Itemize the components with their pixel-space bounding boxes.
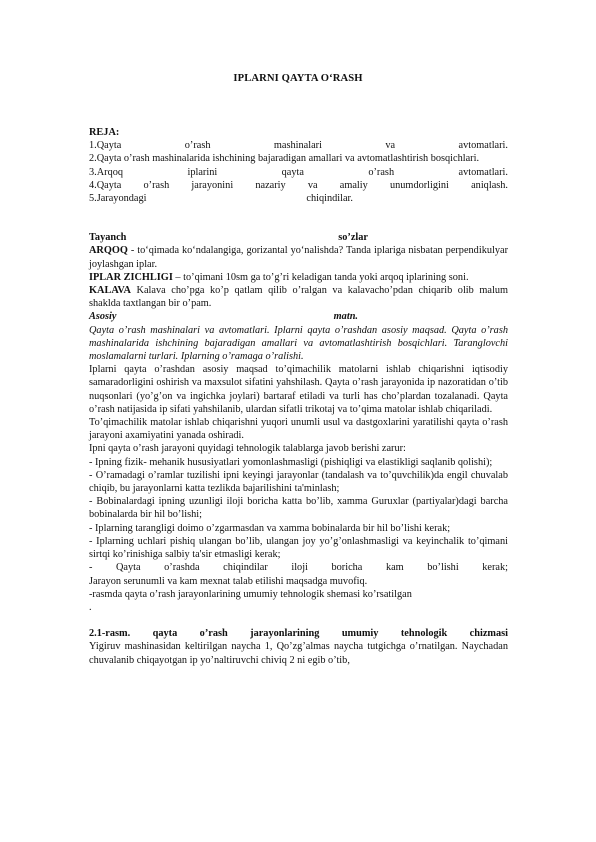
- requirement-item: - Qayta o’rashda chiqindilar iloji boricha kam bo’lishi kerak;: [89, 562, 508, 574]
- term-definition: - to‘qimada ko‘ndalangiga, gorizantal yo‘nalishda? Tanda iplariga nisbatan perpendikulyar joylashgan iplar.: [89, 245, 508, 270]
- plan-item: 5.Jarayondagi chiqindilar.: [89, 193, 353, 205]
- key-words-label-right: so’zlar: [338, 232, 368, 244]
- plan-item: 4.Qayta o’rash jarayonini nazariy va amaliy unumdorligini aniqlash.: [89, 179, 508, 191]
- body-paragraph: To’qimachilik matolar ishlab chiqarishni yuqori unumli usul va dastgoxlarini yaratilishi qayta o’rash jarayoni axamiyatini yanada oshiradi.: [89, 417, 508, 442]
- spacer: [89, 614, 508, 627]
- main-text-label-left: Asosiy: [89, 311, 117, 323]
- requirement-item: - Iplarning uchlari pishiq ulangan bo’lib, ulangan joy yo’g’onlashmasligi va keyinchalik to’qimani sirtqi ko’rinishiga salbiy ta'sir etmasligi kerak;: [89, 535, 508, 561]
- term-entry: [89, 284, 508, 310]
- requirement-item: - Iplarning tarangligi doimo o’zgarmasdan va xamma bobinalarda bir hil bo’lishi kerak;: [89, 522, 451, 534]
- plan-heading: REJA:: [89, 127, 120, 138]
- term-name: IPLAR ZICHLIGI: [89, 271, 173, 283]
- key-words-heading: [89, 231, 508, 244]
- main-text-heading: [89, 310, 508, 323]
- document-title: IPLARNI QAYTA O‘RASH: [233, 73, 363, 84]
- term-entry: [89, 271, 508, 284]
- body-paragraph: Iplarni qayta o’rashdan asosiy maqsad to’qimachilik matolarni ishlab chiqarishni iqtisodiy samaradorligini oshirish va maxsulot sifatini yahshilash. Qayta o’rash jarayonida ip nazoratidan o’tib nuqsonlari (yo’g’on va ingichka joylari) bartaraf etiladi va turli has cho’plardan tozalanadi. Qayta o’rash natijasida ip sifati yahshilanib, ulardan sifatli trikotaj va to’qima matolar ishlab chiqariladi.: [89, 364, 508, 415]
- intro-paragraph: Qayta o’rash mashinalari va avtomatlari. Iplarni qayta o’rashdan asosiy maqsad. Qayta o’rash mashinalarida ishchining bajaradigan amallari va avtomatlashtirish bosqichlari. Taranglovchi moslamalarni turlari. Iplarning o’ramaga o’ralishi.: [89, 324, 508, 363]
- plan-item: 1.Qayta o’rash mashinalari va avtomatlari.: [89, 140, 508, 152]
- plan-item: 3.Arqoq iplarini qayta o’rash avtomatlari.: [89, 166, 508, 178]
- body-paragraph: Jarayon serunumli va kam mexnat talab etilishi maqsadga muvofiq.: [89, 575, 368, 587]
- term-definition: Kalava cho’pga ko’p qatlam qilib o’ralgan va kalavacho’pdan chiqarib olib malum shaklda taxtlangan bir o’pam.: [89, 285, 508, 310]
- body-paragraph: Ipni qayta o’rash jarayoni quyidagi tehnologik talablarga javob berishi zarur:: [89, 443, 406, 455]
- body-paragraph: .: [89, 601, 92, 613]
- body-paragraph: -rasmda qayta o’rash jarayonlarining umumiy tehnologik shemasi ko’rsatilgan: [89, 588, 412, 600]
- plan-item: 2.Qayta o’rash mashinalarida ishchining bajaradigan amallari va avtomatlashtirish bosqichlari.: [89, 153, 480, 165]
- requirement-item: - Bobinalardagi ipning uzunligi iloji boricha katta bo’lib, xamma Guruxlar (partiyalar)dagi barcha bobinalarda bir hil bo’lishi;: [89, 496, 508, 521]
- main-text-label-right: matn.: [333, 311, 358, 323]
- document-body: [89, 126, 508, 667]
- figure-caption: 2.1-rasm. qayta o’rash jarayonlarining umumiy tehnologik chizmasi: [89, 628, 508, 640]
- term-name: KALAVA: [89, 285, 131, 297]
- term-definition: – to’qimani 10sm ga to’g’ri keladigan tanda yoki arqoq iplarining soni.: [172, 271, 469, 283]
- spacer: [89, 205, 508, 231]
- key-words-label-left: Tayanch: [89, 232, 127, 244]
- term-name: ARQOQ: [89, 245, 128, 257]
- requirement-item: - Ipning fizik- mehanik hususiyatlari yomonlashmasligi (pishiqligi va elastikligi saqlanib qolishi);: [89, 456, 493, 468]
- requirement-item: - O’ramadagi o’ramlar tuzilishi ipni keyingi jarayonlar (tandalash va to’quvchilik)da engil chuvalab chiqib, bu jarayonlarni katta tezlikda bajarilishini ta'minlash;: [89, 469, 508, 495]
- term-entry: [89, 244, 508, 270]
- closing-paragraph: Yigiruv mashinasidan keltirilgan naycha 1, Qo’zg’almas naycha tutgichga o’rnatilgan. Naychadan chuvalanib chiqayotgan ip yo’naltiruvchi chiviq 2 ni egib o’tib,: [89, 641, 508, 666]
